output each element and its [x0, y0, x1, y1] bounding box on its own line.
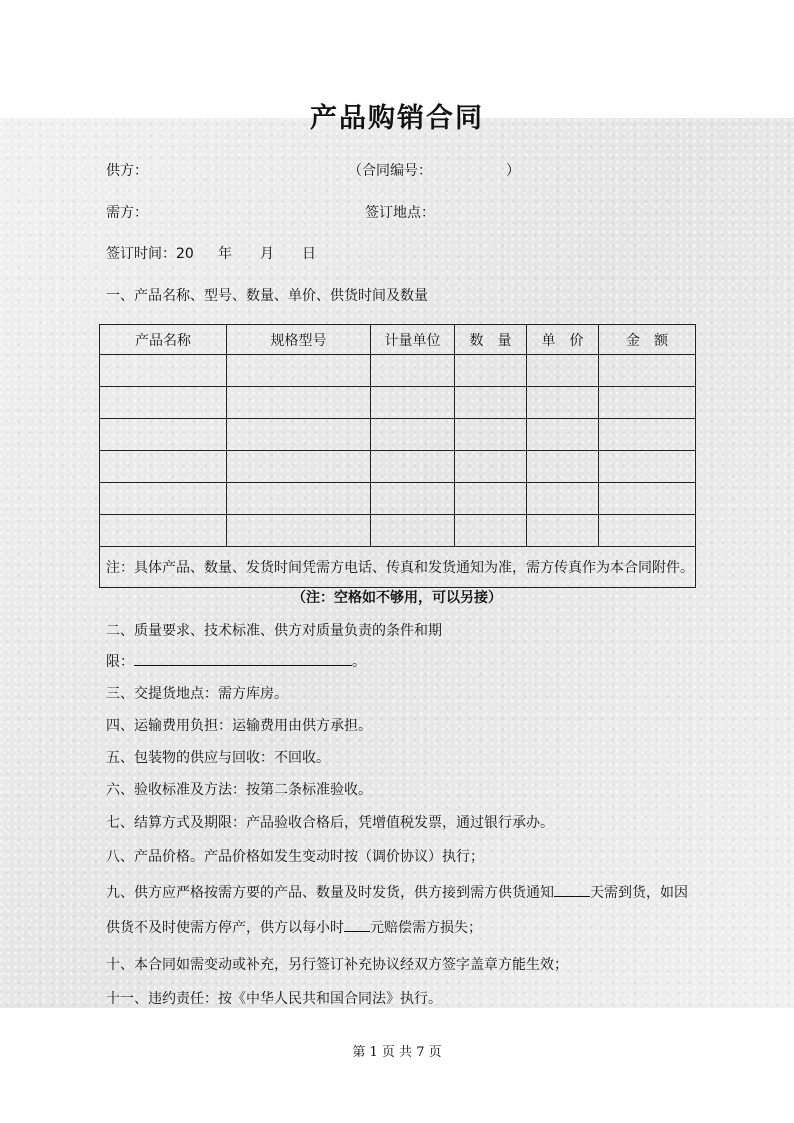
table-cell [227, 355, 371, 387]
col-header-quantity: 数 量 [455, 325, 527, 355]
page-number: 第 1 页 共 7 页 [352, 1045, 442, 1060]
table-note-row [100, 547, 696, 588]
table-row [100, 355, 696, 387]
clause-9-line-1 [106, 882, 688, 902]
buyer-label: 需方： [106, 205, 148, 221]
table-cell [527, 483, 599, 515]
table-cell [371, 355, 455, 387]
clause-9b-prefix: 供货不及时使需方停产，供方以每小时 [106, 920, 344, 936]
table-cell [527, 387, 599, 419]
table-row [100, 483, 696, 515]
sign-month: 月 [260, 246, 274, 262]
clause-2-line-1: 二、质量要求、技术标准、供方对质量负责的条件和期 [106, 623, 442, 639]
table-cell [227, 387, 371, 419]
section-1-heading: 一、产品名称、型号、数量、单价、供货时间及数量 [106, 288, 428, 304]
table-cell [599, 387, 696, 419]
sign-day: 日 [302, 246, 316, 262]
table-cell [227, 515, 371, 547]
table-cell [599, 483, 696, 515]
contract-no-open: （合同编号： [348, 163, 432, 179]
sign-year: 年 [218, 246, 232, 262]
table-cell [527, 451, 599, 483]
quality-term-blank [134, 651, 352, 666]
table-cell [599, 419, 696, 451]
clause-9-prefix: 九、供方应严格按需方要的产品、数量及时发货，供方接到需方供货通知 [106, 885, 554, 901]
table-cell [599, 355, 696, 387]
table-cell [100, 387, 227, 419]
table-cell [371, 451, 455, 483]
table-cell [227, 451, 371, 483]
clause-2-prefix: 限： [106, 654, 134, 670]
sign-place-label: 签订地点： [365, 205, 435, 221]
table-note: 注：具体产品、数量、发货时间凭需方电话、传真和发货通知为准，需方传真作为本合同附件。 [100, 547, 696, 588]
table-cell [100, 483, 227, 515]
table-row [100, 419, 696, 451]
clause-3: 三、交提货地点：需方库房。 [106, 686, 288, 702]
table-cell [527, 355, 599, 387]
clause-10: 十、本合同如需变动或补充，另行签订补充协议经双方签字盖章方能生效； [106, 957, 568, 973]
product-table [99, 324, 696, 588]
table-cell [455, 419, 527, 451]
clause-6: 六、验收标准及方法：按第二条标准验收。 [106, 782, 372, 798]
document-title: 产品购销合同 [310, 103, 484, 134]
table-cell [100, 419, 227, 451]
col-header-product-name: 产品名称 [100, 325, 227, 355]
table-cell [371, 515, 455, 547]
table-cell [455, 451, 527, 483]
clause-9-line-2 [106, 917, 482, 937]
table-cell [455, 515, 527, 547]
clause-7: 七、结算方式及期限：产品验收合格后，凭增值税发票，通过银行承办。 [106, 815, 554, 831]
table-cell [371, 419, 455, 451]
clause-11: 十一、违约责任：按《中华人民共和国合同法》执行。 [106, 991, 442, 1007]
table-cell [100, 451, 227, 483]
table-row [100, 451, 696, 483]
table-cell [455, 387, 527, 419]
col-header-spec-model: 规格型号 [227, 325, 371, 355]
clause-4: 四、运输费用负担：运输费用由供方承担。 [106, 718, 372, 734]
table-cell [455, 483, 527, 515]
table-header-row [100, 325, 696, 355]
table-cell [227, 419, 371, 451]
compensation-blank [344, 917, 370, 932]
table-cell [100, 515, 227, 547]
clause-9b-suffix: 元赔偿需方损失； [370, 920, 482, 936]
clause-8: 八、产品价格。产品价格如发生变动时按（调价协议）执行； [106, 849, 484, 865]
table-cell [599, 515, 696, 547]
supplier-label: 供方： [106, 163, 148, 179]
col-header-unit: 计量单位 [371, 325, 455, 355]
contract-no-close: ） [506, 163, 520, 179]
clause-2-suffix: 。 [352, 654, 366, 670]
table-cell [455, 355, 527, 387]
table-cell [371, 483, 455, 515]
table-cell [371, 387, 455, 419]
col-header-unit-price: 单 价 [527, 325, 599, 355]
clause-9-suffix: 天需到货，如因 [590, 885, 688, 901]
table-cell [227, 483, 371, 515]
clause-2-line-2 [106, 651, 366, 671]
sign-time-label: 签订时间：20 [106, 246, 194, 262]
delivery-days-blank [554, 882, 590, 897]
col-header-amount: 金 额 [599, 325, 696, 355]
table-cell [527, 515, 599, 547]
table-row [100, 387, 696, 419]
clause-5: 五、包装物的供应与回收：不回收。 [106, 750, 330, 766]
table-cell [599, 451, 696, 483]
extra-rows-note: （注：空格如不够用，可以另接） [292, 590, 502, 606]
table-cell [100, 355, 227, 387]
table-row [100, 515, 696, 547]
table-cell [527, 419, 599, 451]
